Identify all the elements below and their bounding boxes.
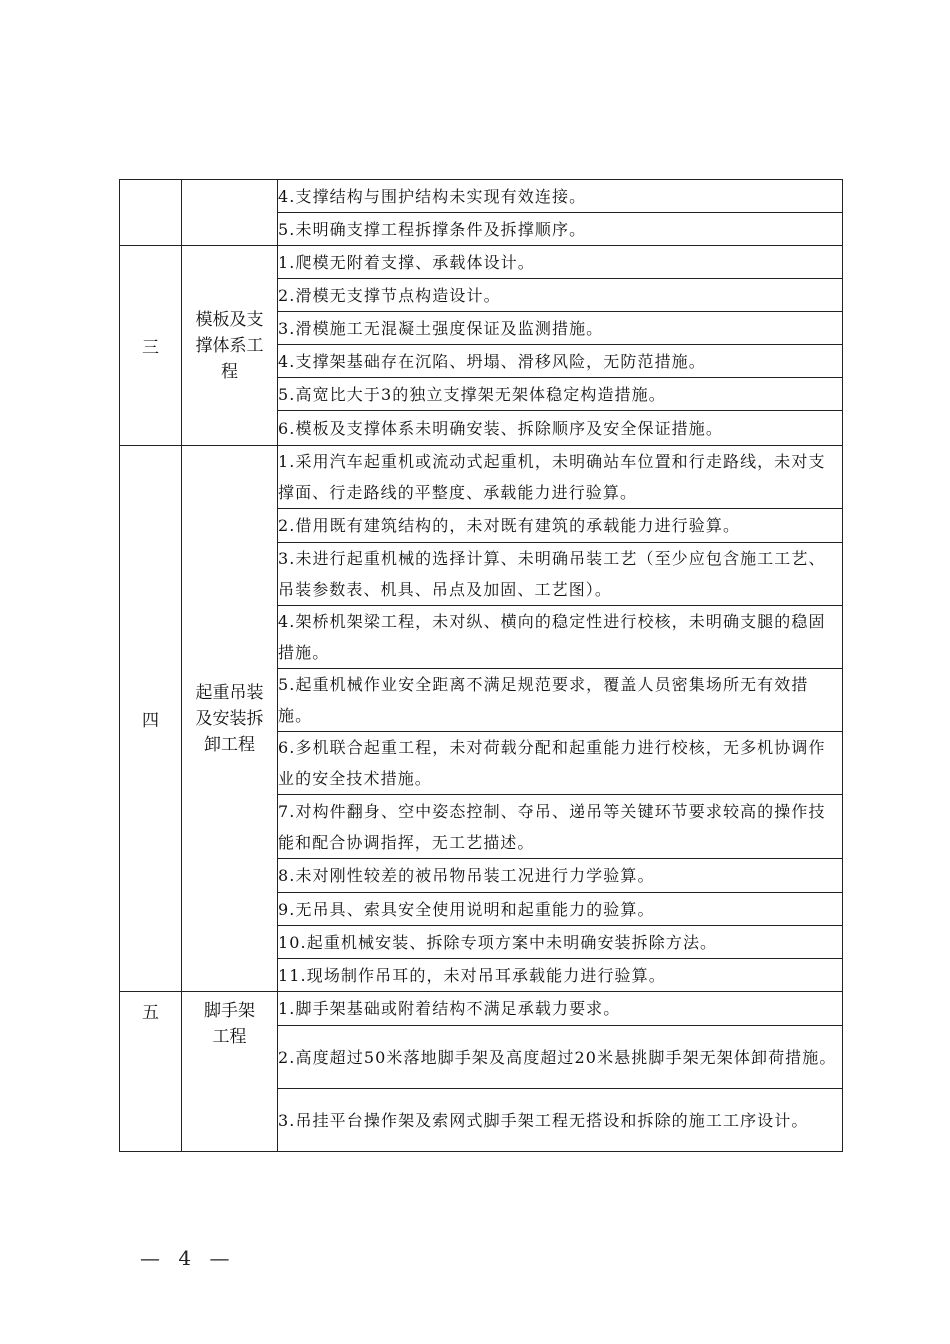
item-text: 10.起重机械安装、拆除专项方案中未明确安装拆除方法。 (278, 926, 843, 959)
item-text: 4.架桥机架梁工程，未对纵、横向的稳定性进行校核，未明确支腿的稳固措施。 (278, 606, 843, 669)
section-category: 脚手架工程 (182, 992, 278, 1152)
item-text: 2.借用既有建筑结构的，未对既有建筑的承载能力进行验算。 (278, 509, 843, 543)
item-text: 3.滑模施工无混凝土强度保证及监测措施。 (278, 312, 843, 345)
section-category: 起重吊装及安装拆卸工程 (182, 446, 278, 992)
hazard-table (119, 179, 843, 1152)
page-number: — 4 — (140, 1246, 236, 1270)
table-row (120, 446, 843, 509)
table-row (120, 992, 843, 1026)
item-text: 9.无吊具、索具安全使用说明和起重能力的验算。 (278, 893, 843, 926)
item-text: 4.支撑结构与围护结构未实现有效连接。 (278, 180, 843, 213)
item-text: 6.模板及支撑体系未明确安装、拆除顺序及安全保证措施。 (278, 411, 843, 446)
item-text: 3.吊挂平台操作架及索网式脚手架工程无搭设和拆除的施工工序设计。 (278, 1089, 843, 1152)
section-number: 四 (120, 446, 182, 992)
item-text: 11.现场制作吊耳的，未对吊耳承载能力进行验算。 (278, 959, 843, 992)
section-number: 五 (120, 992, 182, 1152)
item-text: 1.脚手架基础或附着结构不满足承载力要求。 (278, 992, 843, 1026)
section-number (120, 180, 182, 246)
section-category: 模板及支撑体系工程 (182, 246, 278, 446)
section-number: 三 (120, 246, 182, 446)
item-text: 1.采用汽车起重机或流动式起重机，未明确站车位置和行走路线，未对支撑面、行走路线的平整度、承载能力进行验算。 (278, 446, 843, 509)
table-row (120, 180, 843, 213)
item-text: 4.支撑架基础存在沉陷、坍塌、滑移风险，无防范措施。 (278, 345, 843, 378)
item-text: 2.滑模无支撑节点构造设计。 (278, 279, 843, 312)
table-row (120, 246, 843, 279)
item-text: 5.高宽比大于3的独立支撑架无架体稳定构造措施。 (278, 378, 843, 411)
item-text: 1.爬模无附着支撑、承载体设计。 (278, 246, 843, 279)
item-text: 2.高度超过50米落地脚手架及高度超过20米悬挑脚手架无架体卸荷措施。 (278, 1026, 843, 1089)
item-text: 3.未进行起重机械的选择计算、未明确吊装工艺（至少应包含施工工艺、吊装参数表、机具、吊点及加固、工艺图）。 (278, 543, 843, 606)
item-text: 6.多机联合起重工程，未对荷载分配和起重能力进行校核，无多机协调作业的安全技术措施。 (278, 732, 843, 795)
item-text: 5.起重机械作业安全距离不满足规范要求，覆盖人员密集场所无有效措施。 (278, 669, 843, 732)
item-text: 5.未明确支撑工程拆撑条件及拆撑顺序。 (278, 213, 843, 246)
item-text: 7.对构件翻身、空中姿态控制、夺吊、递吊等关键环节要求较高的操作技能和配合协调指挥，无工艺描述。 (278, 795, 843, 859)
item-text: 8.未对刚性较差的被吊物吊装工况进行力学验算。 (278, 859, 843, 893)
section-category (182, 180, 278, 246)
